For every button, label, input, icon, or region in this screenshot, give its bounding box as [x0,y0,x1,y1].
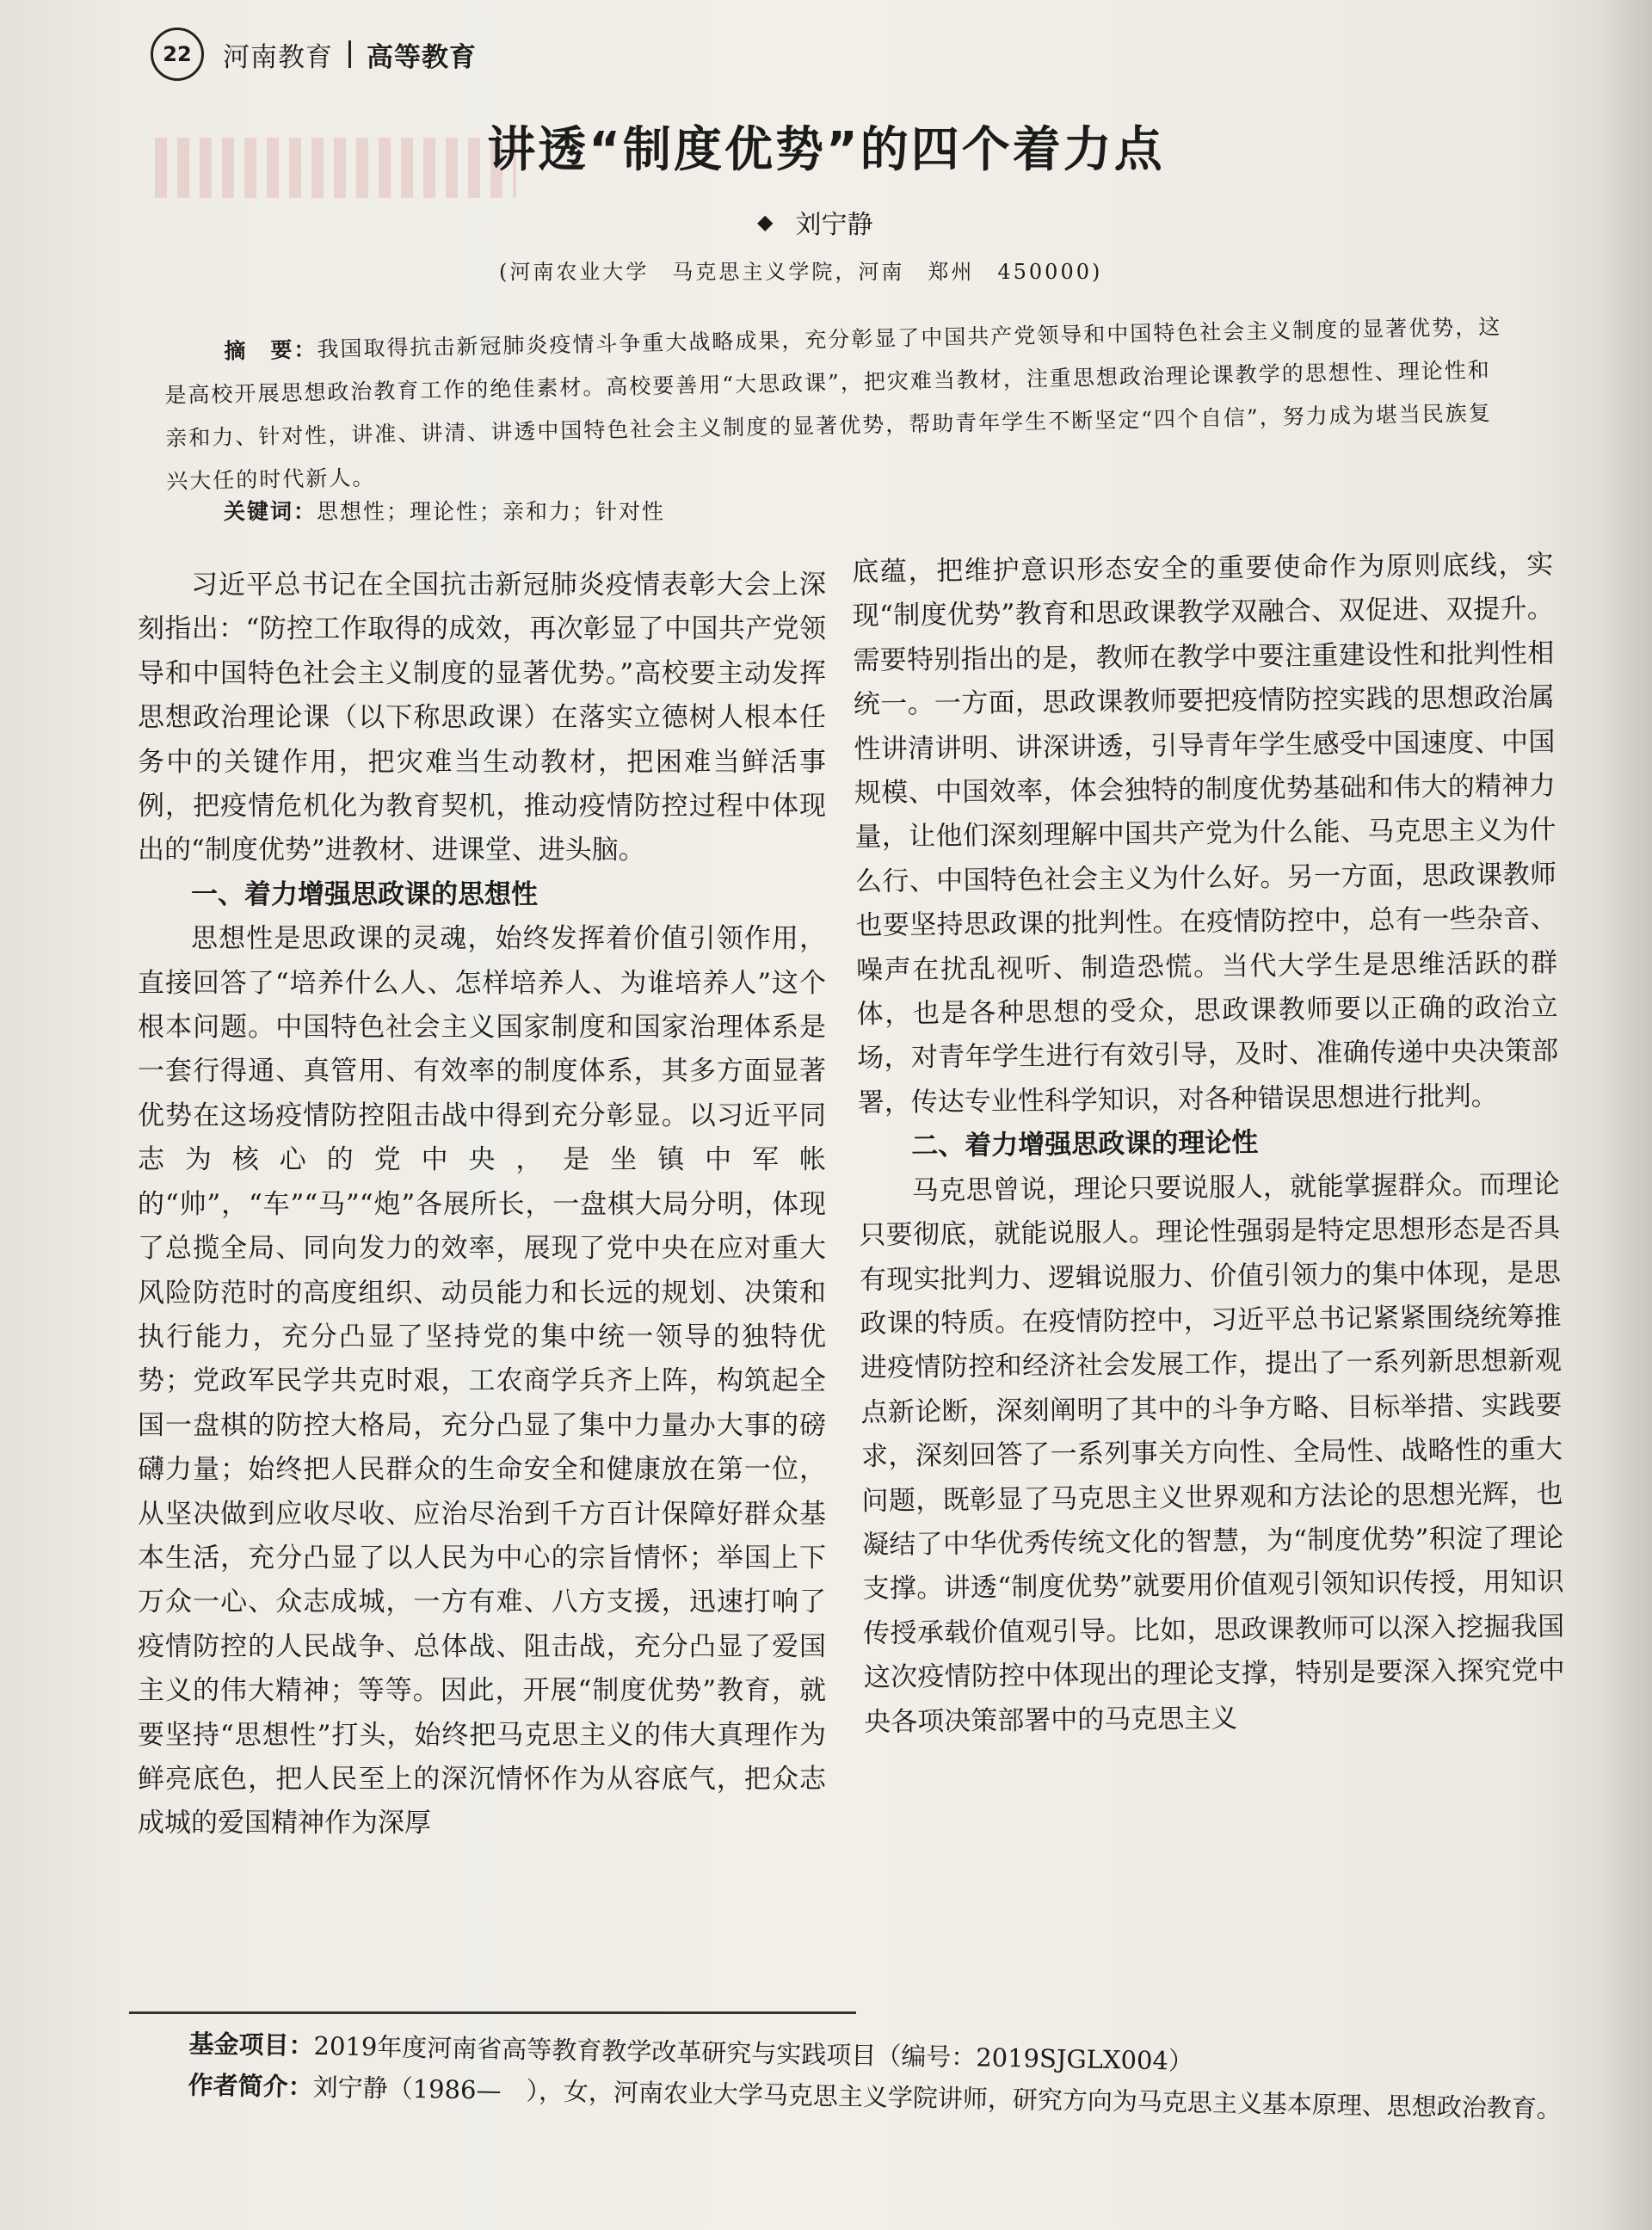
author-bio-label: 作者简介： [188,2070,314,2102]
body-paragraph: 思想性是思政课的灵魂，始终发挥着价值引领作用，直接回答了“培养什么人、怎样培养人、为谁培养人”这个根本问题。中国特色社会主义国家制度和国家治理体系是一套行得通、真管用、有效率的制度体系，其多方面显著优势在这场疫情防控阻击战中得到充分彰显。以习近平同志为核心的党中央，是坐镇中军帐的“帅”，“车”“马”“炮”各展所长，一盘棋大局分明，体现了总揽全局、同向发力的效率，展现了党中央在应对重大风险防范时的高度组织、动员能力和长远的规划、决策和执行能力，充分凸显了坚持党的集中统一领导的独特优势；党政军民学共克时艰，工农商学兵齐上阵，构筑起全国一盘棋的防控大格局，充分凸显了集中力量办大事的磅礴力量；始终把人民群众的生命安全和健康放在第一位，从坚决做到应收尽收、应治尽治到千方百计保障好群众基本生活，充分凸显了以人民为中心的宗旨情怀；举国上下万众一心、众志成城，一方有难、八方支援，迅速打响了疫情防控的人民战争、总体战、阻击战，充分凸显了爱国主义的伟大精神；等等。因此，开展“制度优势”教育，就要坚持“思想性”打头，始终把马克思主义的伟大真理作为鲜亮底色，把人民至上的深沉情怀作为从容底气，把众志成城的爱国精神作为深厚 [138,923,826,1839]
header-divider [348,40,351,68]
author-line [757,203,872,241]
keywords-text: 思想性；理论性；亲和力；针对性 [317,499,666,524]
section-heading-2: 二、着力增强思政课的理论性 [911,1127,1259,1162]
author-name: 刘宁静 [795,210,873,240]
page-number-badge [151,28,204,81]
body-paragraph: 马克思曾说，理论只要说服人，就能掌握群众。而理论只要彻底，就能说服人。理论性强弱是特定思想形态是否具有现实批判力、逻辑说服力、价值引领力的集中体现，是思政课的特质。在疫情防控中，习近平总书记紧紧围绕统筹推进疫情防控和经济社会发展工作，提出了一系列新思想新观点新论断，深刻阐明了其中的斗争方略、目标举措、实践要求，深刻回答了一系列事关方向性、全局性、战略性的重大问题，既彰显了马克思主义世界观和方法论的思想光辉，也凝结了中华优秀传统文化的智慧，为“制度优势”积淀了理论支撑。讲透“制度优势”就要用价值观引领知识传授，用知识传授承载价值观引导。比如，思政课教师可以深入挖掘我国这次疫情防控中体现出的理论支撑，特别是要深入探究党中央各项决策部署中的马克思主义 [859,1168,1565,1738]
section-heading-1: 一、着力增强思政课的思想性 [191,878,538,910]
keywords [224,495,665,526]
section-name: 高等教育 [367,41,477,73]
abstract [163,305,1509,503]
journal-name: 河南教育 [223,41,333,73]
running-header [151,24,477,84]
abstract-label: 摘 要： [224,336,317,364]
author-affiliation: (河南农业大学 马克思主义学院，河南 郑州 450000) [499,260,1103,284]
page-number: 22 [163,42,192,66]
abstract-text: 我国取得抗击新冠肺炎疫情斗争重大战略成果，充分彰显了中国共产党领导和中国特色社会主义制度的显著优势，这是高校开展思想政治教育工作的绝佳素材。高校要善用“大思政课”，把灾难当教材，注重思想政治理论课教学的思想性、理论性和亲和力、针对性，讲准、讲清、讲透中国特色社会主义制度的显著优势，帮助青年学生不断坚定“四个自信”，努力成为堪当民族复兴大任的时代新人。 [164,314,1502,494]
body-column-right [852,543,1565,1744]
body-column-left [138,564,826,1846]
body-paragraph: 底蕴，把维护意识形态安全的重要使命作为原则底线，实现“制度优势”教育和思政课教学双融合、双促进、双提升。需要特别指出的是，教师在教学中要注重建设性和批判性相统一。一方面，思政课教师要把疫情防控实践的思想政治属性讲清讲明、讲深讲透，引导青年学生感受中国速度、中国规模、中国效率，体会独特的制度优势基础和伟大的精神力量，让他们深刻理解中国共产党为什么能、马克思主义为什么行、中国特色社会主义为什么好。另一方面，思政课教师也要坚持思政课的批判性。在疫情防控中，总有一些杂音、噪声在扰乱视听、制造恐慌。当代大学生是思维活跃的群体，也是各种思想的受众，思政课教师要以正确的政治立场，对青年学生进行有效引导，及时、准确传递中央决策部署，传达专业性科学知识，对各种错误思想进行批判。 [852,549,1559,1118]
page-spine-shadow [1600,0,1652,2230]
diamond-icon: ◆ [757,210,774,234]
fund-label: 基金项目： [188,2029,314,2061]
body-paragraph: 习近平总书记在全国抗击新冠肺炎疫情表彰大会上深刻指出：“防控工作取得的成效，再次彰显了中国共产党领导和中国特色社会主义制度的显著优势。”高校要主动发挥思想政治理论课（以下称思政课）在落实立德树人根本任务中的关键作用，把灾难当生动教材，把困难当鲜活事例，把疫情危机化为教育契机，推动疫情防控过程中体现出的“制度优势”进教材、进课堂、进头脑。 [138,570,826,866]
keywords-label: 关键词： [224,499,317,524]
footnote-rule [129,2011,856,2014]
fund-text: 2019年度河南省高等教育教学改革研究与实践项目（编号：2019SJGLX004） [313,2030,1194,2076]
author-bio-text: 刘宁静（1986— ），女，河南农业大学马克思主义学院讲师，研究方向为马克思主义基本原理、思想政治教育。 [312,2072,1563,2124]
footnotes [119,2022,1582,2130]
article-title: 讲透“制度优势”的四个着力点 [487,122,1165,178]
